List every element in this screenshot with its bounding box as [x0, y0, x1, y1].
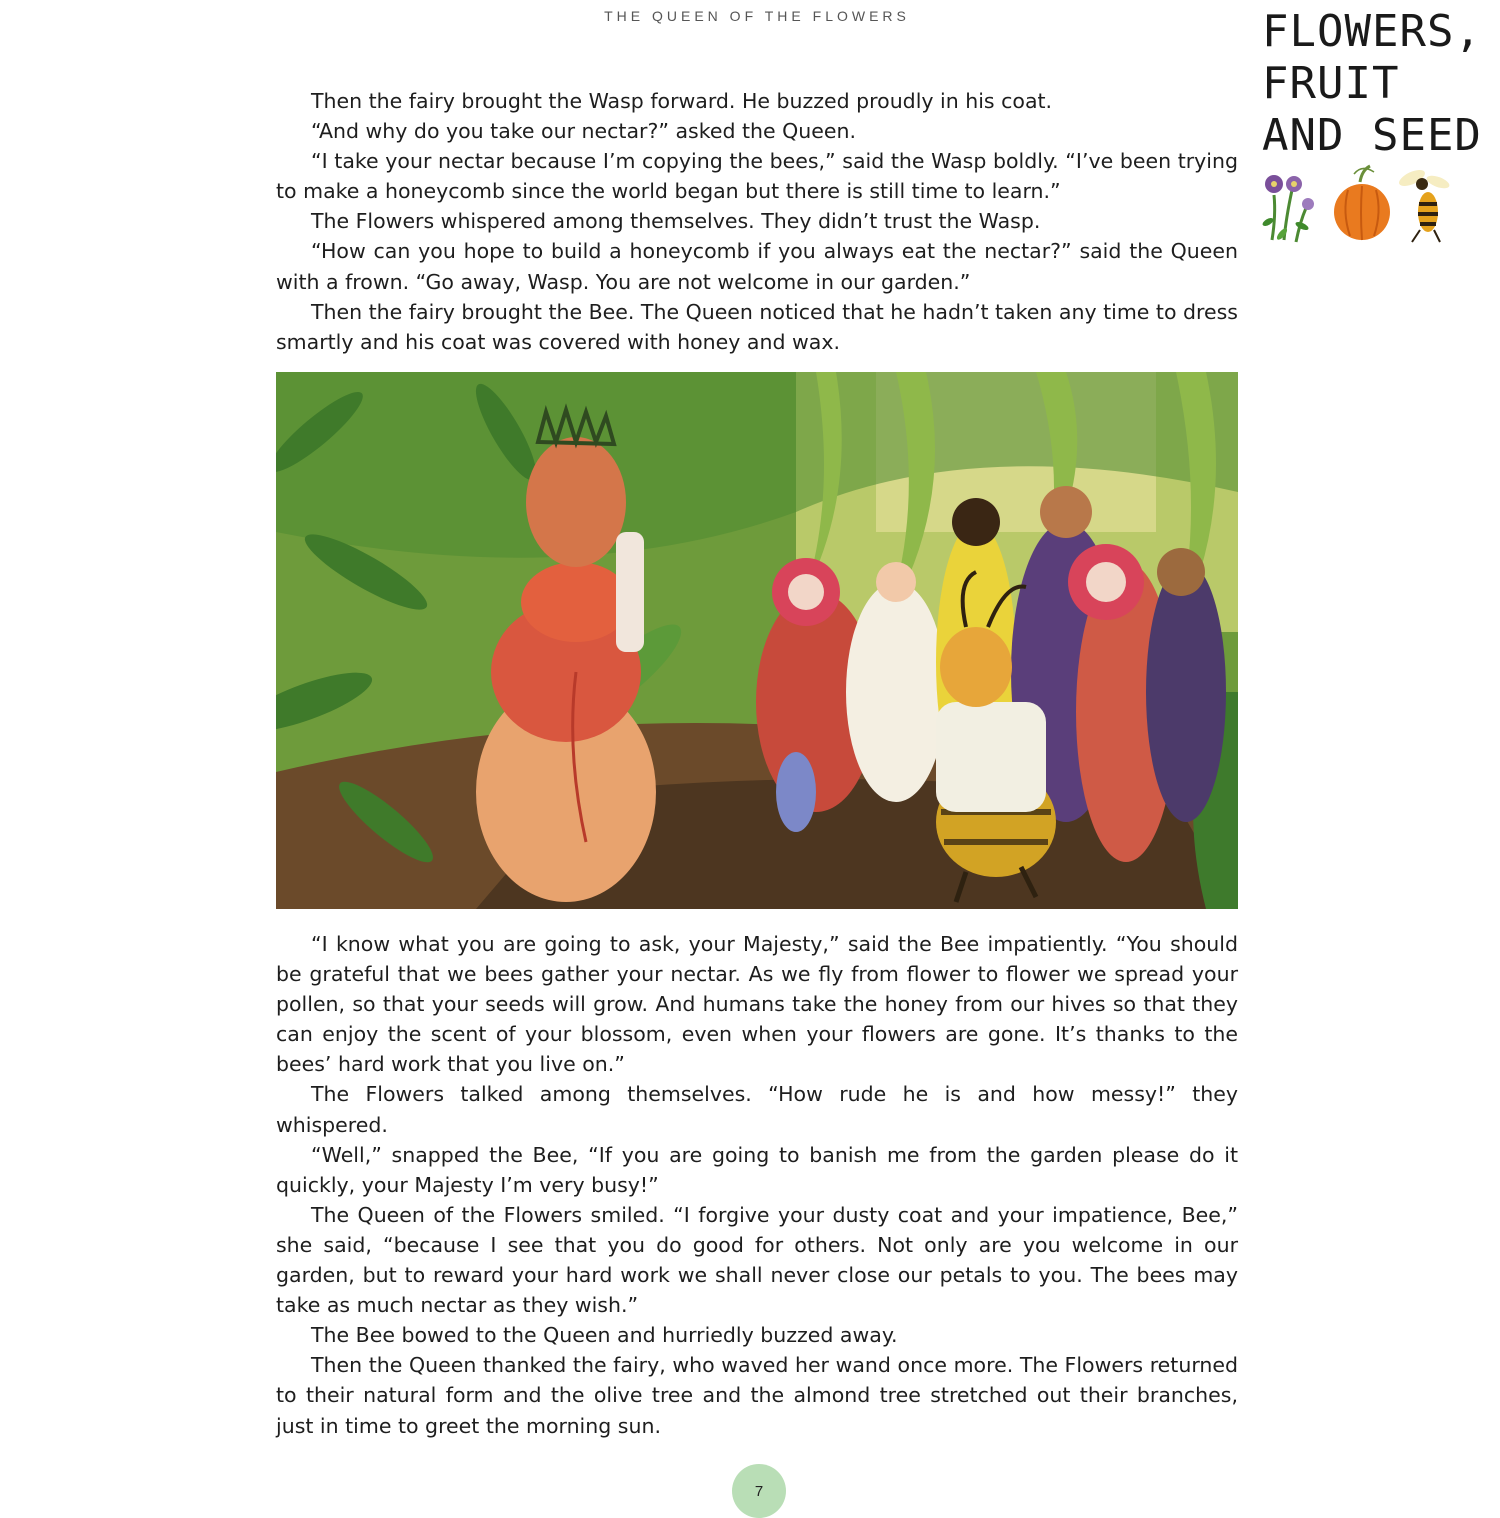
story-text-bottom — [276, 929, 1238, 1441]
story-paragraph: “And why do you take our nectar?” asked the Queen. — [311, 119, 857, 144]
story-illustration — [276, 372, 1238, 909]
story-paragraph: “Well,” snapped the Bee, “If you are going to banish me from the garden please do it quickly, your Majesty I’m very busy!” — [276, 1142, 1238, 1197]
pumpkin-icon — [1334, 166, 1390, 240]
story-paragraph: The Bee bowed to the Queen and hurriedly buzzed away. — [311, 1323, 898, 1348]
page-number: 7 — [732, 1464, 786, 1518]
story-text-top — [276, 86, 1238, 357]
story-paragraph: The Flowers talked among themselves. “How rude he is and how messy!” they whispered. — [276, 1082, 1238, 1137]
wasp-icon — [1397, 167, 1451, 242]
chapter-title — [1262, 6, 1492, 162]
story-paragraph: The Flowers whispered among themselves. They didn’t trust the Wasp. — [311, 209, 1041, 234]
story-paragraph: “I take your nectar because I’m copying the bees,” said the Wasp boldly. “I’ve been trying to make a honeycomb since the world began but there is still time to learn.” — [276, 149, 1238, 204]
chapter-title-line: AND SEED — [1262, 110, 1482, 161]
story-paragraph: Then the fairy brought the Bee. The Queen noticed that he hadn’t taken any time to dress smartly and his coat was covered with honey and wax. — [276, 299, 1238, 354]
violet-flowers-icon — [1262, 175, 1314, 242]
running-head: THE QUEEN OF THE FLOWERS — [604, 8, 910, 24]
story-paragraph: The Queen of the Flowers smiled. “I forgive your dusty coat and your impatience, Bee,” she said, “because I see that you do good for others. Not only are you welcome in our garden, but to reward your hard work we shall never close our petals to you. The bees may take as much nectar as they wish.” — [276, 1202, 1238, 1318]
story-paragraph: “I know what you are going to ask, your Majesty,” said the Bee impatiently. “You should be grateful that we bees gather your nectar. As we fly from flower to flower we spread your pollen, so that your seeds will grow. And humans take the honey from our hives so that they can enjoy the scent of your blossom, even when your flowers are gone. It’s thanks to the bees’ hard work that you live on.” — [276, 932, 1238, 1077]
story-paragraph: Then the Queen thanked the fairy, who waved her wand once more. The Flowers returned to their natural form and the olive tree and the almond tree stretched out their branches, just in time to greet the morning sun. — [276, 1353, 1238, 1438]
story-paragraph: Then the fairy brought the Wasp forward. He buzzed proudly in his coat. — [311, 89, 1053, 113]
chapter-title-line: FLOWERS, — [1262, 6, 1482, 57]
story-paragraph: “How can you hope to build a honeycomb if you always eat the nectar?” said the Queen with a frown. “Go away, Wasp. You are not welcome in our garden.” — [276, 239, 1238, 294]
chapter-decoration — [1262, 160, 1452, 245]
chapter-title-line: FRUIT — [1262, 58, 1400, 109]
